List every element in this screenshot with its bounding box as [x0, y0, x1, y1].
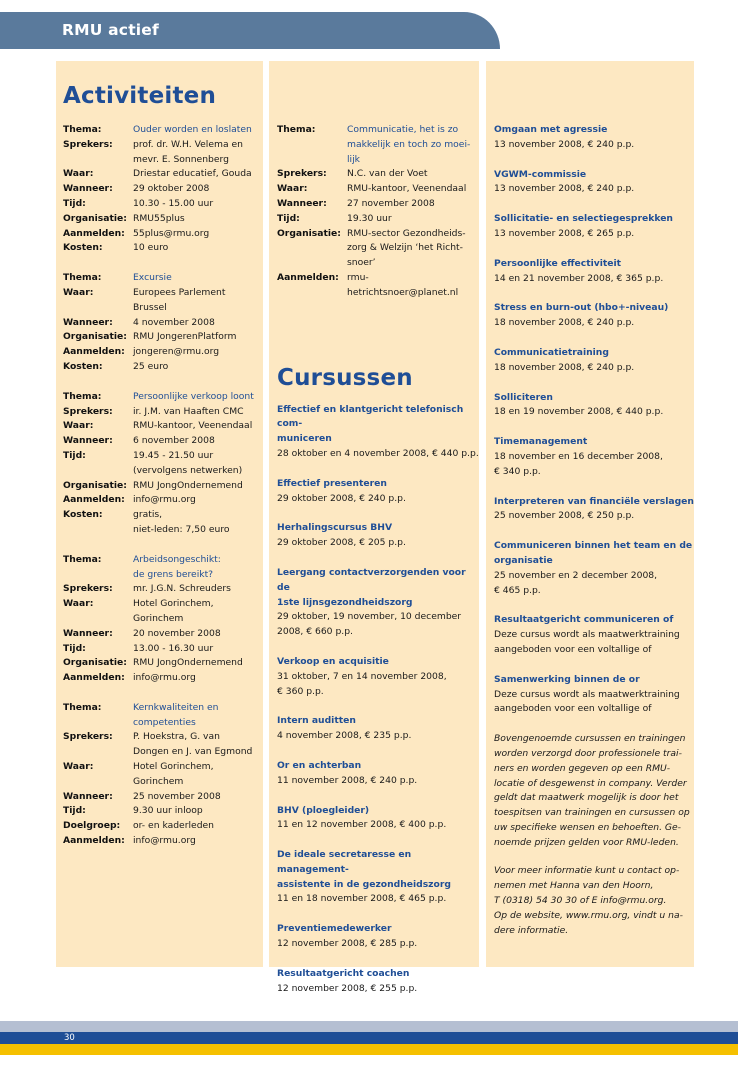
info-value: Driestar educatief, Gouda — [133, 168, 252, 180]
info-row — [63, 330, 263, 345]
info-row — [63, 316, 263, 331]
info-row — [63, 360, 263, 375]
info-value: 19.30 uur — [347, 212, 392, 224]
course-item — [494, 613, 694, 657]
course-name: VGWM-commissie — [494, 168, 587, 180]
info-value: 9.30 uur inloop — [133, 805, 203, 817]
info-value: info@rmu.org — [133, 835, 196, 847]
course-item — [277, 521, 479, 551]
course-name: Interpreteren van financiële verslagen — [494, 495, 694, 507]
topic-value: Arbeidsongeschikt: de grens bereikt? — [133, 553, 221, 580]
course-name: Communicatietraining — [494, 346, 609, 358]
course-details: 14 en 21 november 2008, € 365 p.p. — [494, 272, 664, 284]
course-name: Resultaatgericht coachen — [277, 967, 410, 979]
info-row — [63, 819, 263, 834]
info-row — [277, 197, 479, 212]
info-label: Tijd: — [63, 197, 86, 209]
info-label: Aanmelden: — [63, 227, 125, 239]
course-details: 18 november 2008, € 240 p.p. — [494, 317, 635, 329]
info-value: 20 november 2008 — [133, 627, 221, 639]
course-item — [277, 922, 479, 952]
course-item — [494, 301, 694, 331]
course-item — [277, 759, 479, 789]
topic-value: Excursie — [133, 272, 172, 284]
activity-entry — [63, 553, 263, 686]
course-details: 31 oktober, 7 en 14 november 2008, € 360 p.p. — [277, 670, 447, 697]
info-value: 10.30 - 15.00 uur — [133, 197, 214, 209]
info-label: Waar: — [63, 286, 94, 298]
info-value: rmu-hetrichtsnoer@planet.nl — [347, 271, 459, 298]
course-details: 25 november en 2 december 2008, € 465 p.p. — [494, 569, 658, 596]
info-label: Tijd: — [277, 212, 300, 224]
course-item — [277, 403, 479, 462]
info-row — [63, 182, 263, 197]
info-label: Organisatie: — [277, 227, 341, 239]
course-details: 12 november 2008, € 255 p.p. — [277, 982, 418, 994]
info-value: 6 november 2008 — [133, 435, 215, 447]
info-label: Thema: — [63, 390, 102, 402]
activities-list — [63, 123, 263, 849]
info-value: info@rmu.org — [133, 494, 196, 506]
course-name: Effectief presenteren — [277, 477, 387, 489]
info-label: Organisatie: — [63, 657, 127, 669]
info-label: Waar: — [63, 598, 94, 610]
info-label: Sprekers: — [63, 731, 113, 743]
info-row — [277, 123, 479, 167]
course-name: De ideale secretaresse en management- assistente in de gezondheidszorg — [277, 849, 451, 890]
info-value: RMU JongOndernemend — [133, 657, 243, 669]
info-label: Wanneer: — [63, 627, 113, 639]
course-name: Intern auditten — [277, 715, 356, 727]
info-value: prof. dr. W.H. Velema en mevr. E. Sonnenberg — [133, 138, 243, 165]
info-row — [63, 804, 263, 819]
info-label: Sprekers: — [63, 583, 113, 595]
info-value: 55plus@rmu.org — [133, 227, 210, 239]
course-details: 11 en 18 november 2008, € 465 p.p. — [277, 893, 447, 905]
info-row — [63, 671, 263, 686]
info-row — [277, 182, 479, 197]
info-row — [63, 701, 263, 731]
info-row — [63, 345, 263, 360]
course-details: 29 oktober, 19 november, 10 december 2008, € 660 p.p. — [277, 611, 462, 638]
info-row — [63, 390, 263, 405]
course-details: 18 en 19 november 2008, € 440 p.p. — [494, 406, 664, 418]
info-label: Thema: — [63, 272, 102, 284]
info-value: gratis, niet-leden: 7,50 euro — [133, 509, 230, 535]
course-details: 29 oktober 2008, € 205 p.p. — [277, 537, 406, 549]
activity-entry — [63, 271, 263, 375]
course-name: Herhalingscursus BHV — [277, 522, 393, 534]
info-label: Waar: — [63, 420, 94, 432]
course-details: 4 november 2008, € 235 p.p. — [277, 730, 412, 742]
course-item — [277, 848, 479, 907]
activity-entry — [277, 123, 479, 301]
info-row — [63, 553, 263, 583]
course-item — [494, 435, 694, 479]
info-value: RMU-kantoor, Veenendaal — [347, 183, 467, 195]
courses-column-2 — [486, 61, 694, 967]
info-value: RMU-sector Gezondheids- zorg & Welzijn ‘het Richt- snoer’ — [347, 227, 466, 269]
info-row — [63, 123, 263, 138]
course-item — [494, 495, 694, 525]
course-name: Resultaatgericht communiceren of — [494, 614, 674, 626]
activities-title: Activiteiten — [63, 83, 217, 109]
info-label: Tijd: — [63, 642, 86, 654]
info-value: 10 euro — [133, 242, 169, 254]
info-label: Sprekers: — [63, 138, 113, 150]
course-name: Timemanagement — [494, 436, 588, 448]
info-label: Aanmelden: — [63, 494, 125, 506]
info-label: Organisatie: — [63, 331, 127, 343]
course-name: Preventiemedewerker — [277, 923, 392, 935]
info-row — [63, 449, 263, 479]
info-row — [63, 434, 263, 449]
info-row — [277, 212, 479, 227]
info-row — [63, 656, 263, 671]
topic-value: Persoonlijke verkoop loont — [133, 390, 254, 402]
info-value: Europees Parlement Brussel — [133, 286, 226, 313]
course-item — [494, 123, 694, 153]
topic-value: Ouder worden en loslaten — [133, 124, 252, 135]
course-details: 18 november 2008, € 240 p.p. — [494, 361, 635, 373]
info-label: Kosten: — [63, 360, 103, 372]
section-header-title: RMU actief — [62, 21, 159, 39]
info-value: N.C. van der Voet — [347, 168, 428, 180]
info-row — [63, 627, 263, 642]
info-value: mr. J.G.N. Schreuders — [133, 583, 231, 595]
info-value: 25 november 2008 — [133, 790, 221, 802]
course-item — [494, 673, 694, 717]
course-name: Verkoop en acquisitie — [277, 655, 389, 667]
info-value: jongeren@rmu.org — [133, 346, 220, 358]
info-row — [63, 493, 263, 508]
course-details: 13 november 2008, € 240 p.p. — [494, 183, 635, 195]
course-item — [494, 391, 694, 421]
info-label: Waar: — [277, 183, 308, 195]
info-row — [277, 167, 479, 182]
course-details: 29 oktober 2008, € 240 p.p. — [277, 492, 406, 504]
course-name: Stress en burn-out (hbo+-niveau) — [494, 302, 669, 314]
info-label: Sprekers: — [63, 405, 113, 417]
info-label: Thema: — [63, 701, 102, 713]
info-row — [277, 271, 479, 301]
course-details: 28 oktober en 4 november 2008, € 440 p.p. — [277, 447, 479, 459]
info-label: Kosten: — [63, 242, 103, 254]
course-details: 11 november 2008, € 240 p.p. — [277, 774, 418, 786]
activity-entry — [63, 123, 263, 256]
info-row — [63, 760, 263, 790]
course-item — [494, 346, 694, 376]
info-row — [63, 790, 263, 805]
course-item — [277, 804, 479, 834]
info-label: Kosten: — [63, 509, 103, 521]
info-label: Sprekers: — [277, 168, 327, 180]
activity-entry — [63, 701, 263, 849]
course-details: Deze cursus wordt als maatwerktraining aangeboden voor een voltallige of — [494, 688, 680, 715]
info-row — [63, 286, 263, 316]
info-value: RMU-kantoor, Veenendaal — [133, 420, 253, 432]
course-name: Samenwerking binnen de or — [494, 673, 640, 685]
info-row — [63, 197, 263, 212]
course-name: Persoonlijke effectiviteit — [494, 257, 622, 269]
info-value: RMU55plus — [133, 212, 185, 224]
info-label: Thema: — [277, 124, 316, 135]
info-value: RMU JongerenPlatform — [133, 331, 237, 343]
course-details: 12 november 2008, € 285 p.p. — [277, 938, 418, 950]
info-value: or- en kaderleden — [133, 820, 215, 832]
course-details: 18 november en 16 december 2008, € 340 p.p. — [494, 450, 663, 477]
info-row — [63, 405, 263, 420]
info-label: Waar: — [63, 761, 94, 773]
footer-band-yellow — [0, 1044, 738, 1055]
info-value: 29 oktober 2008 — [133, 183, 210, 195]
info-label: Thema: — [63, 553, 102, 565]
info-row — [63, 834, 263, 849]
info-value: 19.45 - 21.50 uur (vervolgens netwerken) — [133, 449, 243, 476]
info-label: Organisatie: — [63, 212, 127, 224]
course-name: Omgaan met agressie — [494, 124, 608, 135]
info-label: Aanmelden: — [63, 835, 125, 847]
info-row — [63, 479, 263, 494]
course-details: 11 en 12 november 2008, € 400 p.p. — [277, 819, 447, 831]
course-details: Deze cursus wordt als maatwerktraining aangeboden voor een voltallige of — [494, 629, 680, 655]
page-number: 30 — [64, 1033, 75, 1043]
info-label: Aanmelden: — [63, 346, 125, 358]
info-label: Tijd: — [63, 449, 86, 461]
topic-value: Communicatie, het is zo makkelijk en toch zo moei- lijk — [347, 124, 471, 165]
info-value: Hotel Gorinchem, Gorinchem — [133, 598, 214, 624]
info-row — [63, 597, 263, 627]
course-details: 13 november 2008, € 265 p.p. — [494, 227, 635, 239]
course-list — [494, 123, 694, 717]
course-name: Communiceren binnen het team en de organisatie — [494, 540, 693, 566]
info-value: 25 euro — [133, 360, 169, 372]
info-row — [63, 271, 263, 286]
info-row — [63, 419, 263, 434]
info-label: Organisatie: — [63, 479, 127, 491]
courses-title: Cursussen — [277, 364, 413, 391]
course-item — [494, 168, 694, 198]
info-label: Thema: — [63, 124, 102, 135]
footer-band-light — [0, 1021, 738, 1032]
info-label: Wanneer: — [63, 790, 113, 802]
course-item — [494, 212, 694, 242]
course-item — [494, 539, 694, 598]
course-name: Solliciteren — [494, 391, 553, 403]
course-item — [277, 477, 479, 507]
contact-note: Voor meer informatie kunt u contact op- nemen met Hanna van den Hoorn, T (0318) 54 30 30 of E info@rmu.org. Op de website, www.rmu.org, vindt u na- dere informatie. — [494, 865, 683, 936]
course-item — [277, 714, 479, 744]
course-name: Sollicitatie- en selectiegesprekken — [494, 213, 673, 225]
info-label: Wanneer: — [63, 183, 113, 195]
info-label: Waar: — [63, 168, 94, 180]
footer-band-dark — [0, 1032, 738, 1044]
info-row — [63, 508, 263, 538]
courses-note: Bovengenoemde cursussen en trainingen worden verzorgd door professionele trai- ners en worden gegeven op een RMU- locatie of desgewenst in company. Verder geldt dat maatwerk mogelijk is door het toespitsen van trainingen en cursussen op uw specifieke wensen en behoeften. Ge- noemde prijzen gelden voor RMU-leden. — [494, 733, 690, 848]
info-value: info@rmu.org — [133, 672, 196, 684]
course-item — [277, 655, 479, 699]
info-label: Doelgroep: — [63, 820, 121, 832]
course-name: Leergang contactverzorgenden voor de 1ste lijnsgezondheidszorg — [277, 566, 466, 608]
info-value: P. Hoekstra, G. van Dongen en J. van Egmond — [133, 731, 253, 758]
info-row — [63, 138, 263, 168]
info-label: Tijd: — [63, 805, 86, 817]
info-row — [63, 730, 263, 760]
info-row — [63, 227, 263, 242]
info-row — [277, 227, 479, 271]
info-row — [63, 167, 263, 182]
activities-column — [56, 61, 263, 967]
course-item — [277, 967, 479, 997]
course-name: Or en achterban — [277, 759, 362, 771]
course-details: 13 november 2008, € 240 p.p. — [494, 138, 635, 150]
info-row — [63, 582, 263, 597]
info-value: 13.00 - 16.30 uur — [133, 642, 214, 654]
info-row — [63, 212, 263, 227]
course-item — [494, 257, 694, 287]
course-name: Effectief en klantgericht telefonisch com- municeren — [277, 403, 464, 445]
topic-value: Kernkwaliteiten en competenties — [133, 701, 219, 728]
course-details: 25 november 2008, € 250 p.p. — [494, 510, 635, 522]
course-name: BHV (ploegleider) — [277, 804, 370, 816]
info-row — [63, 241, 263, 256]
info-value: RMU JongOndernemend — [133, 479, 243, 491]
info-value: 4 november 2008 — [133, 316, 215, 328]
courses-column-1 — [269, 61, 479, 994]
info-label: Aanmelden: — [277, 271, 339, 283]
info-value: 27 november 2008 — [347, 197, 435, 209]
info-row — [63, 642, 263, 657]
course-item — [277, 566, 479, 640]
info-label: Wanneer: — [63, 316, 113, 328]
info-value: ir. J.M. van Haaften CMC — [133, 405, 244, 417]
info-label: Wanneer: — [277, 197, 327, 209]
info-label: Aanmelden: — [63, 672, 125, 684]
info-label: Wanneer: — [63, 435, 113, 447]
info-value: Hotel Gorinchem, Gorinchem — [133, 761, 214, 787]
activity-entry — [63, 390, 263, 538]
course-list — [277, 403, 479, 997]
